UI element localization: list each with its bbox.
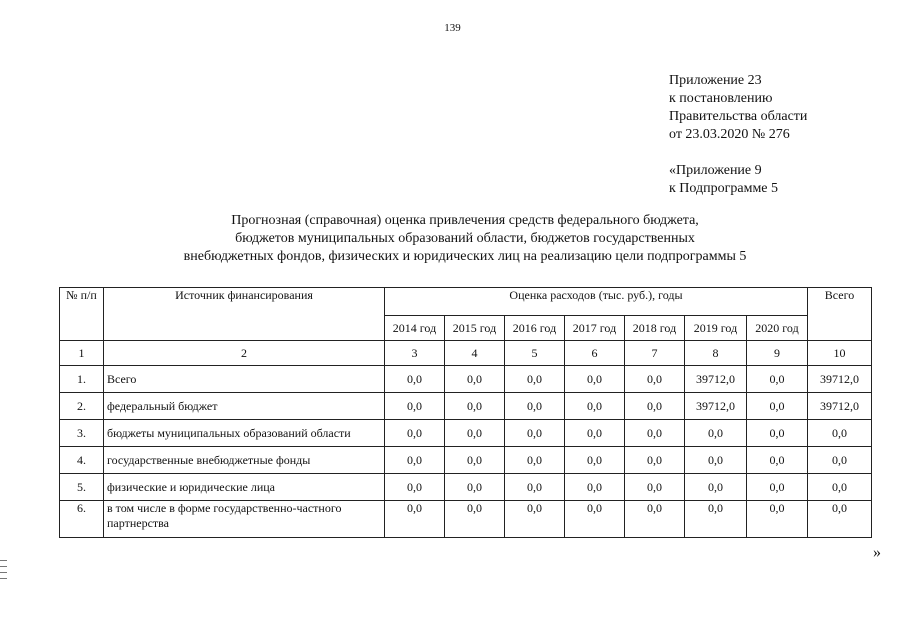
row-value: 0,0: [445, 474, 505, 501]
row-number: 2.: [60, 393, 104, 420]
table-column-numbers-row: [60, 341, 872, 366]
row-total: 0,0: [808, 501, 872, 538]
row-value: 0,0: [565, 366, 625, 393]
row-value: 0,0: [565, 447, 625, 474]
title-line: Прогнозная (справочная) оценка привлечения средств федерального бюджета,: [231, 213, 699, 228]
row-value: 0,0: [685, 447, 747, 474]
header-estimate: Оценка расходов (тыс. руб.), годы: [385, 288, 808, 316]
row-value: 0,0: [625, 366, 685, 393]
row-total: 39712,0: [808, 366, 872, 393]
row-value: 0,0: [565, 420, 625, 447]
row-value: 0,0: [385, 447, 445, 474]
column-number: 4: [445, 341, 505, 366]
header-source: Источник финансирования: [104, 288, 385, 341]
row-value: 0,0: [625, 501, 685, 538]
row-source: федеральный бюджет: [104, 393, 385, 420]
row-total: 0,0: [808, 447, 872, 474]
row-total: 0,0: [808, 474, 872, 501]
row-value: 0,0: [385, 501, 445, 538]
row-value: 0,0: [505, 420, 565, 447]
row-total: 0,0: [808, 420, 872, 447]
header-year: 2019 год: [685, 316, 747, 341]
column-number: 9: [747, 341, 808, 366]
row-value: 0,0: [445, 420, 505, 447]
table-row: [60, 420, 872, 447]
header-year: 2020 год: [747, 316, 808, 341]
document-title: [0, 212, 905, 266]
header-year: 2015 год: [445, 316, 505, 341]
row-value: 0,0: [385, 366, 445, 393]
column-number: 2: [104, 341, 385, 366]
row-value: 0,0: [625, 420, 685, 447]
column-number: 5: [505, 341, 565, 366]
margin-marks: [0, 560, 8, 584]
row-value: 0,0: [565, 474, 625, 501]
appendix-block: [669, 72, 807, 198]
table-row: [60, 501, 872, 538]
column-number: 7: [625, 341, 685, 366]
row-value: 0,0: [565, 393, 625, 420]
row-value: 0,0: [505, 366, 565, 393]
row-value: 0,0: [747, 393, 808, 420]
title-line: внебюджетных фондов, физических и юридических лиц на реализацию цели подпрограммы 5: [183, 249, 747, 264]
appendix-line: к Подпрограмме 5: [669, 181, 779, 196]
header-year: 2018 год: [625, 316, 685, 341]
row-value: 0,0: [505, 447, 565, 474]
row-value: 0,0: [505, 393, 565, 420]
column-number: 10: [808, 341, 872, 366]
row-source: физические и юридические лица: [104, 474, 385, 501]
row-value: 0,0: [625, 447, 685, 474]
closing-quote: »: [873, 544, 881, 561]
row-value: 0,0: [445, 393, 505, 420]
header-total: Всего: [808, 288, 872, 341]
appendix-line: Приложение 23: [669, 73, 762, 88]
row-value: 0,0: [747, 420, 808, 447]
row-value: 0,0: [747, 366, 808, 393]
appendix-line: к постановлению: [669, 91, 773, 106]
row-source: в том числе в форме государственно-частного партнерства: [104, 501, 385, 538]
row-value: 0,0: [445, 366, 505, 393]
column-number: 3: [385, 341, 445, 366]
title-line: бюджетов муниципальных образований области, бюджетов государственных: [235, 231, 695, 246]
row-source: бюджеты муниципальных образований области: [104, 420, 385, 447]
row-value: 0,0: [747, 447, 808, 474]
row-value: 0,0: [385, 420, 445, 447]
appendix-spacer: [669, 144, 807, 162]
row-number: 1.: [60, 366, 104, 393]
header-year: 2016 год: [505, 316, 565, 341]
row-number: 5.: [60, 474, 104, 501]
row-number: 3.: [60, 420, 104, 447]
row-value: 0,0: [625, 393, 685, 420]
row-value: 0,0: [505, 474, 565, 501]
row-value: 0,0: [505, 501, 565, 538]
header-year: 2014 год: [385, 316, 445, 341]
table-row: [60, 393, 872, 420]
row-total: 39712,0: [808, 393, 872, 420]
row-value: 0,0: [445, 501, 505, 538]
appendix-line: «Приложение 9: [669, 163, 762, 178]
row-value: 0,0: [445, 447, 505, 474]
row-number: 4.: [60, 447, 104, 474]
row-value: 0,0: [747, 501, 808, 538]
table-row: [60, 474, 872, 501]
column-number: 6: [565, 341, 625, 366]
column-number: 1: [60, 341, 104, 366]
row-value: 0,0: [625, 474, 685, 501]
appendix-line: Правительства области: [669, 109, 808, 124]
row-value: 0,0: [685, 474, 747, 501]
table-header-row: [60, 288, 872, 316]
financing-table: [59, 287, 872, 538]
row-number: 6.: [60, 501, 104, 538]
row-value: 39712,0: [685, 393, 747, 420]
header-num: № п/п: [60, 288, 104, 341]
page-number: 139: [444, 22, 461, 34]
row-value: 0,0: [685, 501, 747, 538]
header-year: 2017 год: [565, 316, 625, 341]
column-number: 8: [685, 341, 747, 366]
row-value: 39712,0: [685, 366, 747, 393]
table-row: [60, 447, 872, 474]
appendix-line: от 23.03.2020 № 276: [669, 127, 790, 142]
row-value: 0,0: [565, 501, 625, 538]
row-value: 0,0: [747, 474, 808, 501]
row-value: 0,0: [385, 393, 445, 420]
row-value: 0,0: [685, 420, 747, 447]
row-value: 0,0: [385, 474, 445, 501]
row-source: государственные внебюджетные фонды: [104, 447, 385, 474]
table-row: [60, 366, 872, 393]
row-source: Всего: [104, 366, 385, 393]
